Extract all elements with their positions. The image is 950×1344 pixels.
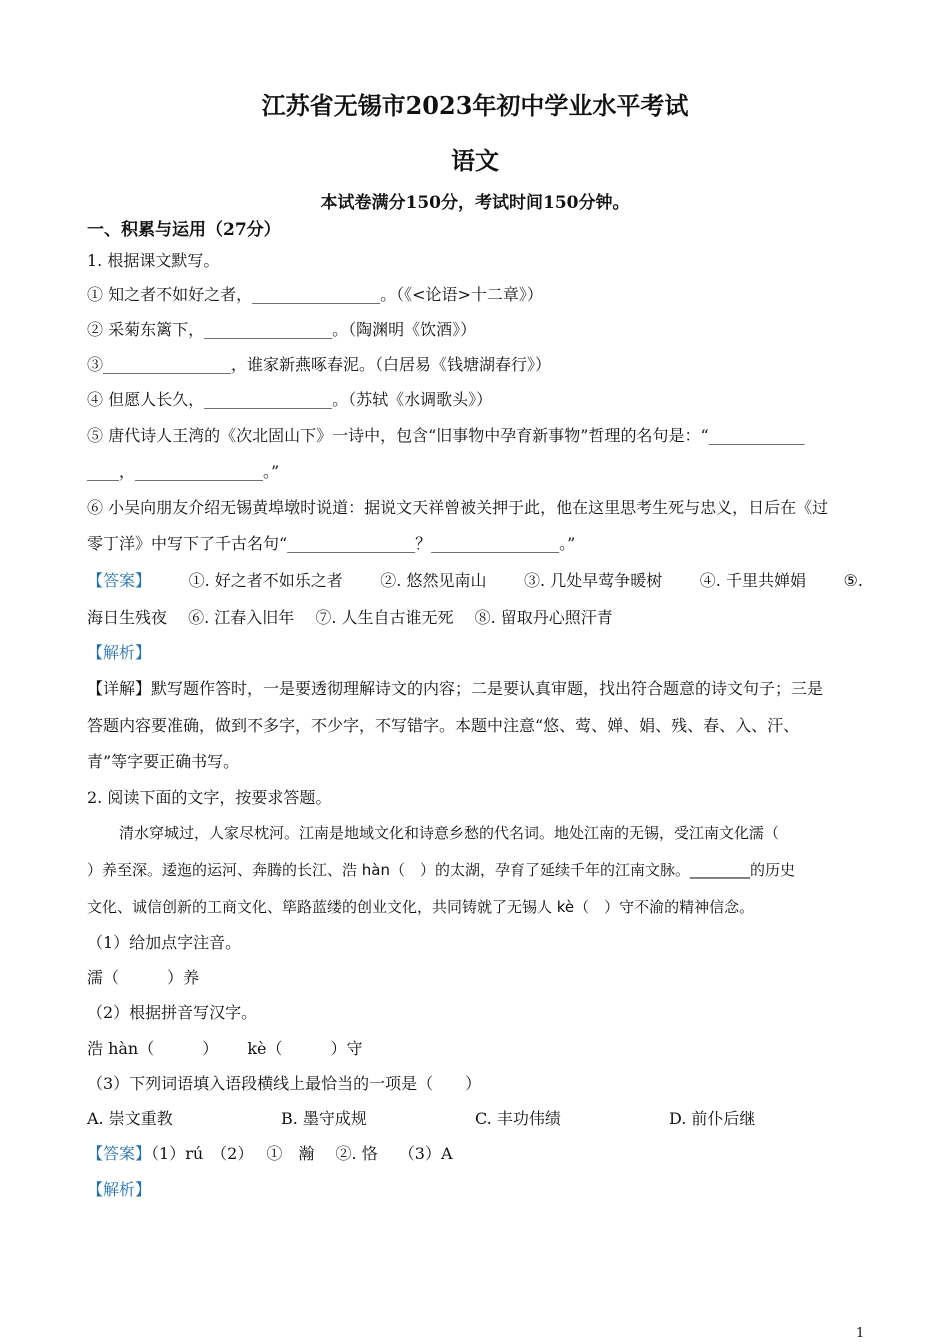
page-number: 1 bbox=[856, 1326, 865, 1341]
detail-line: 青”等字要正确书写。 bbox=[87, 752, 240, 771]
question-2-sub-2: （2）根据拼音写汉字。 bbox=[87, 1003, 258, 1022]
answer-part: ②. 悠然见南山 bbox=[380, 571, 487, 590]
question-2-sub-1: （1）给加点字注音。 bbox=[87, 933, 242, 952]
question-1-answer-cont: 海日生残夜 ⑥. 江春入旧年 ⑦. 人生自古谁无死 ⑧. 留取丹心照汗青 bbox=[87, 608, 613, 627]
question-1-item-5: ⑤ 唐代诗人王湾的《次北固山下》一诗中，包含“旧事物中孕育新事物”哲理的名句是：“____________ bbox=[87, 426, 805, 445]
subject-title: 语文 bbox=[451, 146, 499, 175]
option-c: C. 丰功伟绩 bbox=[475, 1109, 561, 1128]
question-1-item-5-cont: ____，________________。” bbox=[87, 462, 280, 481]
answer-part: ③. 几处早莺争暖树 bbox=[524, 571, 663, 590]
section-heading: 一、积累与运用（27分） bbox=[87, 220, 281, 240]
question-2-answer bbox=[87, 1143, 863, 1165]
answer-part: ⑤. bbox=[843, 571, 863, 590]
detail-line: 【详解】默写题作答时，一是要透彻理解诗文的内容；二是要认真审题，找出符合题意的诗文句子；三是 bbox=[87, 679, 824, 698]
question-2-sub-3: （3）下列词语填入语段横线上最恰当的一项是（ ） bbox=[87, 1074, 482, 1093]
question-2-options bbox=[87, 1108, 863, 1130]
detail-line: 答题内容要准确，做到不多字，不少字，不写错字。本题中注意“悠、莺、婵、娟、残、春、入、汗、 bbox=[87, 716, 800, 735]
passage-line bbox=[87, 822, 863, 844]
question-1-item-1: ① 知之者不如好之者，________________。（《<论语>十二章》） bbox=[87, 285, 543, 304]
passage-text: 清水穿城过，人家尽枕河。江南是地域文化和诗意乡愁的代名词。地处江南的无锡，受江南文化 bbox=[119, 824, 750, 842]
option-b: B. 墨守成规 bbox=[281, 1109, 367, 1128]
question-1-item-6: ⑥ 小吴向朋友介绍无锡黄埠墩时说道：据说文天祥曾被关押于此，他在这里思考生死与忠义，日后在《过 bbox=[87, 498, 829, 517]
answer-text: （1）rú （2） ① 瀚 ②. 恪 （3）A bbox=[151, 1144, 453, 1163]
answer-tag: 【答案】 bbox=[87, 1144, 152, 1163]
question-1-item-4: ④ 但愿人长久，________________。（苏轼《水调歌头》） bbox=[87, 390, 493, 409]
option-a: A. 崇文重教 bbox=[87, 1109, 173, 1128]
analysis-tag: 【解析】 bbox=[87, 643, 152, 662]
question-1-item-6-cont: 零丁洋》中写下了千古名句“________________？________________。” bbox=[87, 534, 576, 553]
answer-part: ④. 千里共婵娟 bbox=[699, 571, 806, 590]
question-2-sub-2-fill: 浩 hàn（ ） kè（ ）守 bbox=[87, 1039, 363, 1058]
question-2-stem: 2. 阅读下面的文字，按要求答题。 bbox=[87, 788, 332, 807]
answer-part: ①. 好之者不如乐之者 bbox=[188, 571, 343, 590]
question-2-sub-1-fill bbox=[87, 967, 863, 989]
question-1-item-3: ③________________，谁家新燕啄春泥。（白居易《钱塘湖春行》） bbox=[87, 355, 552, 374]
fill-blank: （ ）养 bbox=[103, 968, 200, 987]
passage-text: （ bbox=[764, 824, 780, 842]
question-1-stem: 1. 根据课文默写。 bbox=[87, 251, 220, 270]
dotted-character: 濡 bbox=[87, 968, 104, 987]
dotted-character: 濡 bbox=[749, 824, 765, 842]
question-1-answer bbox=[87, 570, 863, 592]
option-d: D. 前仆后继 bbox=[669, 1109, 756, 1128]
analysis-tag: 【解析】 bbox=[87, 1180, 152, 1199]
passage-line: ）养至深。逶迤的运河、奔腾的长江、浩 hàn（ ）的太湖，孕育了延续千年的江南文脉。________的历史 bbox=[87, 861, 795, 879]
question-1-item-2: ② 采菊东篱下，________________。（陶渊明《饮酒》） bbox=[87, 320, 477, 339]
exam-note: 本试卷满分150分，考试时间150分钟。 bbox=[320, 193, 630, 213]
answer-tag: 【答案】 bbox=[87, 571, 152, 590]
passage-line: 文化、诚信创新的工商文化、筚路蓝缕的创业文化，共同铸就了无锡人 kè（ ）守不渝的精神信念。 bbox=[87, 898, 755, 916]
page-title: 江苏省无锡市2023年初中学业水平考试 bbox=[261, 91, 689, 120]
